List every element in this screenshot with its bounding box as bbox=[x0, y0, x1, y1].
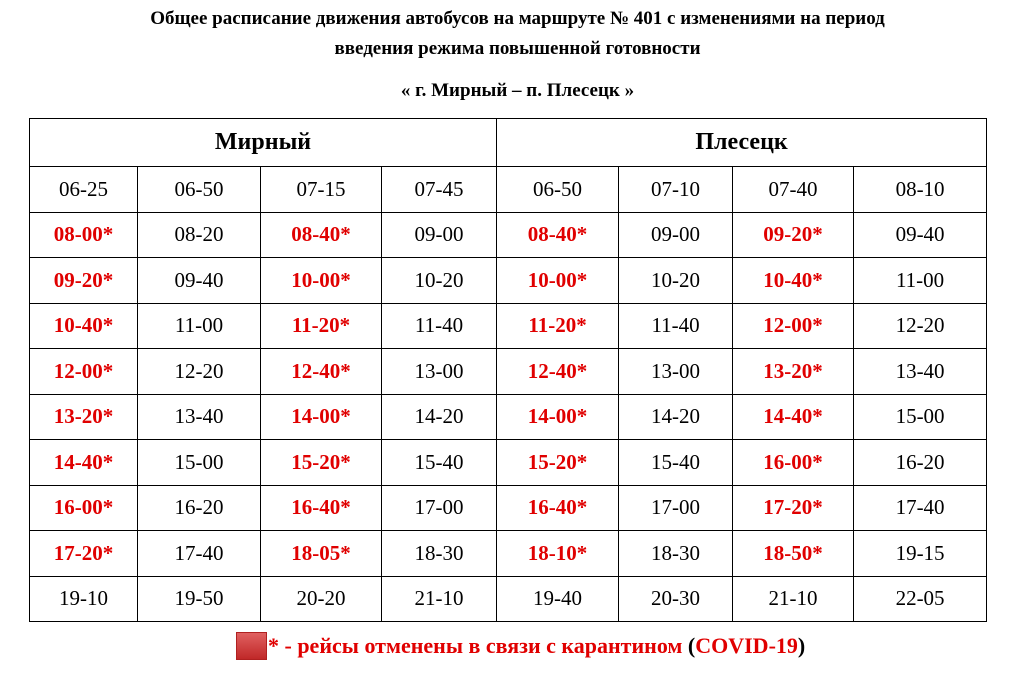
cancelled-time-cell: 10-00* bbox=[261, 258, 382, 304]
cancelled-time-cell: 14-40* bbox=[30, 440, 138, 486]
document-title-line-2: введения режима повышенной готовности bbox=[334, 38, 701, 59]
time-cell: 17-40 bbox=[138, 531, 261, 577]
cancelled-time-cell: 08-40* bbox=[497, 212, 619, 258]
legend bbox=[236, 630, 805, 662]
time-cell: 20-20 bbox=[261, 576, 382, 622]
legend-paren-close: ) bbox=[797, 633, 806, 658]
red-square-icon bbox=[236, 632, 267, 660]
legend-text bbox=[268, 633, 805, 659]
time-cell: 19-15 bbox=[854, 531, 987, 577]
time-cell: 15-40 bbox=[619, 440, 733, 486]
time-cell: 07-45 bbox=[382, 167, 497, 213]
time-cell: 09-40 bbox=[138, 258, 261, 304]
cancelled-time-cell: 18-50* bbox=[733, 531, 854, 577]
time-cell: 10-20 bbox=[382, 258, 497, 304]
cancelled-time-cell: 16-00* bbox=[733, 440, 854, 486]
time-cell: 06-25 bbox=[30, 167, 138, 213]
time-cell: 15-40 bbox=[382, 440, 497, 486]
time-cell: 14-20 bbox=[619, 394, 733, 440]
cancelled-time-cell: 17-20* bbox=[30, 531, 138, 577]
time-cell: 12-20 bbox=[138, 349, 261, 395]
time-cell: 11-40 bbox=[382, 303, 497, 349]
cancelled-time-cell: 11-20* bbox=[497, 303, 619, 349]
time-cell: 19-10 bbox=[30, 576, 138, 622]
cancelled-time-cell: 17-20* bbox=[733, 485, 854, 531]
cancelled-time-cell: 12-40* bbox=[497, 349, 619, 395]
cancelled-time-cell: 14-40* bbox=[733, 394, 854, 440]
schedule-table bbox=[29, 118, 987, 622]
time-cell: 07-10 bbox=[619, 167, 733, 213]
cancelled-time-cell: 10-00* bbox=[497, 258, 619, 304]
time-cell: 09-00 bbox=[619, 212, 733, 258]
cancelled-time-cell: 08-00* bbox=[30, 212, 138, 258]
table-row bbox=[30, 485, 987, 531]
cancelled-time-cell: 10-40* bbox=[30, 303, 138, 349]
time-cell: 22-05 bbox=[854, 576, 987, 622]
cancelled-time-cell: 12-40* bbox=[261, 349, 382, 395]
time-cell: 15-00 bbox=[854, 394, 987, 440]
cancelled-time-cell: 18-10* bbox=[497, 531, 619, 577]
time-cell: 16-20 bbox=[138, 485, 261, 531]
cancelled-time-cell: 12-00* bbox=[30, 349, 138, 395]
cancelled-time-cell: 10-40* bbox=[733, 258, 854, 304]
cancelled-time-cell: 08-40* bbox=[261, 212, 382, 258]
cancelled-time-cell: 15-20* bbox=[497, 440, 619, 486]
cancelled-time-cell: 13-20* bbox=[30, 394, 138, 440]
time-cell: 11-00 bbox=[138, 303, 261, 349]
time-cell: 20-30 bbox=[619, 576, 733, 622]
route-subtitle: « г. Мирный – п. Плесецк » bbox=[400, 80, 635, 101]
time-cell: 07-40 bbox=[733, 167, 854, 213]
time-cell: 18-30 bbox=[619, 531, 733, 577]
table-row bbox=[30, 440, 987, 486]
schedule-body bbox=[30, 167, 987, 622]
legend-covid: COVID-19 bbox=[695, 633, 798, 658]
table-row bbox=[30, 258, 987, 304]
time-cell: 13-00 bbox=[382, 349, 497, 395]
table-row bbox=[30, 531, 987, 577]
time-cell: 11-00 bbox=[854, 258, 987, 304]
time-cell: 17-00 bbox=[619, 485, 733, 531]
time-cell: 14-20 bbox=[382, 394, 497, 440]
time-cell: 12-20 bbox=[854, 303, 987, 349]
time-cell: 13-00 bbox=[619, 349, 733, 395]
cancelled-time-cell: 15-20* bbox=[261, 440, 382, 486]
time-cell: 19-50 bbox=[138, 576, 261, 622]
time-cell: 16-20 bbox=[854, 440, 987, 486]
time-cell: 11-40 bbox=[619, 303, 733, 349]
table-row bbox=[30, 212, 987, 258]
cancelled-time-cell: 11-20* bbox=[261, 303, 382, 349]
time-cell: 18-30 bbox=[382, 531, 497, 577]
table-row bbox=[30, 576, 987, 622]
table-row bbox=[30, 394, 987, 440]
time-cell: 13-40 bbox=[138, 394, 261, 440]
cancelled-time-cell: 14-00* bbox=[261, 394, 382, 440]
cancelled-time-cell: 14-00* bbox=[497, 394, 619, 440]
time-cell: 07-15 bbox=[261, 167, 382, 213]
cancelled-time-cell: 16-40* bbox=[497, 485, 619, 531]
time-cell: 06-50 bbox=[138, 167, 261, 213]
time-cell: 21-10 bbox=[733, 576, 854, 622]
header-plesetsk: Плесецк bbox=[497, 119, 987, 167]
time-cell: 10-20 bbox=[619, 258, 733, 304]
time-cell: 17-40 bbox=[854, 485, 987, 531]
time-cell: 09-40 bbox=[854, 212, 987, 258]
table-row bbox=[30, 349, 987, 395]
time-cell: 13-40 bbox=[854, 349, 987, 395]
header-mirny: Мирный bbox=[30, 119, 497, 167]
table-row bbox=[30, 303, 987, 349]
cancelled-time-cell: 16-00* bbox=[30, 485, 138, 531]
time-cell: 06-50 bbox=[497, 167, 619, 213]
time-cell: 21-10 bbox=[382, 576, 497, 622]
cancelled-time-cell: 12-00* bbox=[733, 303, 854, 349]
time-cell: 09-00 bbox=[382, 212, 497, 258]
table-header-row bbox=[30, 119, 987, 167]
table-row bbox=[30, 167, 987, 213]
cancelled-time-cell: 16-40* bbox=[261, 485, 382, 531]
cancelled-time-cell: 09-20* bbox=[733, 212, 854, 258]
cancelled-time-cell: 13-20* bbox=[733, 349, 854, 395]
legend-text-main: * - рейсы отменены в связи с карантином bbox=[268, 633, 688, 658]
time-cell: 08-20 bbox=[138, 212, 261, 258]
time-cell: 08-10 bbox=[854, 167, 987, 213]
cancelled-time-cell: 09-20* bbox=[30, 258, 138, 304]
time-cell: 17-00 bbox=[382, 485, 497, 531]
time-cell: 15-00 bbox=[138, 440, 261, 486]
time-cell: 19-40 bbox=[497, 576, 619, 622]
legend-paren-open: ( bbox=[687, 633, 696, 658]
document-title-line-1: Общее расписание движения автобусов на маршруте № 401 с изменениями на период bbox=[150, 8, 885, 29]
cancelled-time-cell: 18-05* bbox=[261, 531, 382, 577]
